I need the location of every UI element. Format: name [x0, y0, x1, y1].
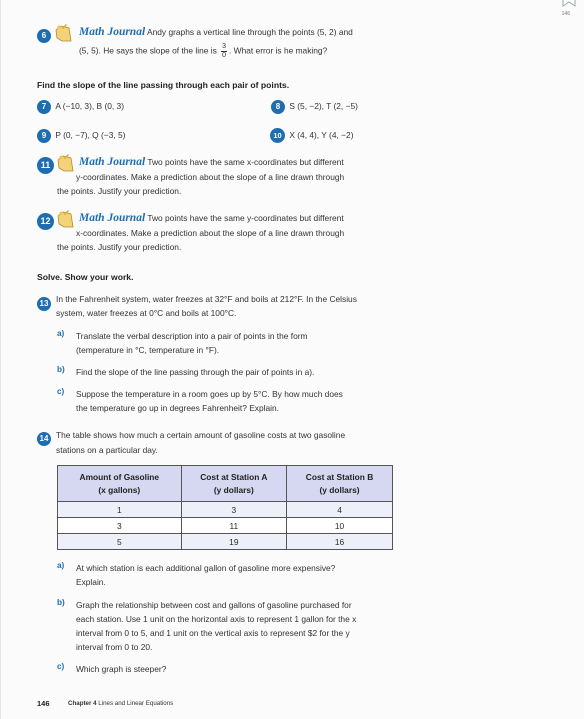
chapter-footer [68, 700, 173, 707]
problem-9 [37, 128, 125, 143]
problem-13-line2: system, water freezes at 0°C and boils at 100°C. [56, 308, 237, 318]
problem-13a-line2: (temperature in °C, temperature in °F). [76, 345, 220, 355]
problem-14b-line1: Graph the relationship between cost and gallons of gasoline purchased for [76, 600, 352, 610]
problem-7 [37, 99, 124, 114]
table-header-station-b [287, 466, 393, 502]
gasoline-cost-table [57, 465, 393, 550]
bookmark-corner-icon[interactable] [562, 0, 576, 7]
problem-14 [37, 428, 51, 446]
problem-13c-line1: Suppose the temperature in a room goes up by 5°C. By how much does [76, 389, 343, 399]
problem-number-badge: 8 [271, 100, 285, 114]
problem-12-line3: the points. Justify your prediction. [57, 242, 182, 252]
math-journal-label: Math Journal [79, 156, 146, 168]
header-line: Cost at Station A [200, 471, 268, 482]
problem-13a-line1: Translate the verbal description into a pair of points in the form [76, 331, 308, 341]
header-line: Cost at Station B [305, 471, 374, 482]
problem-number-badge: 14 [37, 432, 51, 446]
problem-14b-line4: interval from 0 to 20. [76, 642, 153, 652]
page-number-top: 146 [561, 11, 570, 17]
section-title-slope: Find the slope of the line passing through each pair of points. [37, 80, 290, 90]
problem-10-text: X (4, 4), Y (4, −2) [289, 130, 354, 140]
problem-11-line1 [79, 155, 344, 169]
page-number: 146 [37, 699, 50, 708]
chapter-title: Lines and Linear Equations [98, 700, 174, 707]
problem-11-line3: the points. Justify your prediction. [57, 186, 182, 196]
problem-number-badge: 9 [37, 129, 51, 143]
table-header-station-a [181, 466, 286, 502]
problem-6 [37, 25, 51, 43]
problem-12 [37, 211, 54, 230]
problem-number-badge: 11 [37, 157, 54, 174]
problem-14b-line3: interval from 0 to 5, and 1 unit on the vertical axis to represent $2 for the y [76, 628, 350, 638]
problem-number-badge: 10 [270, 128, 285, 143]
table-row [58, 502, 393, 518]
problem-13b-line1: Find the slope of the line passing through the pair of points in a). [76, 367, 315, 377]
problem-14c-line1: Which graph is steeper? [76, 664, 167, 674]
table-cell: 11 [181, 518, 286, 534]
fraction-denominator: 0 [222, 52, 227, 59]
math-journal-label: Math Journal [79, 212, 146, 224]
problem-number-badge: 12 [37, 213, 54, 230]
fraction-numerator: 3 [222, 43, 227, 50]
problem-number-badge: 7 [37, 100, 51, 114]
problem-13 [37, 293, 51, 311]
journal-icon [55, 208, 77, 230]
header-line: (y dollars) [319, 484, 360, 495]
part-letter: c) [57, 662, 65, 671]
part-letter: a) [57, 561, 65, 570]
table-cell: 5 [58, 534, 182, 550]
problem-14-line2: stations on a particular day. [56, 445, 158, 455]
problem-6-line1 [79, 25, 353, 39]
problem-14-line1: The table shows how much a certain amount of gasoline costs at two gasoline [56, 430, 346, 440]
problem-7-text: A (−10, 3), B (0, 3) [55, 101, 124, 111]
problem-11 [37, 155, 54, 174]
table-cell: 4 [287, 502, 393, 518]
part-letter: b) [57, 365, 65, 374]
part-letter: a) [57, 329, 65, 338]
table-row [58, 518, 393, 534]
part-letter: b) [57, 598, 65, 607]
problem-6-line2 [79, 43, 327, 60]
table-header-gallons [58, 466, 182, 502]
journal-icon [55, 152, 77, 174]
problem-6-text: Andy graphs a vertical line through the points (5, 2) and [147, 27, 353, 37]
table-cell: 16 [287, 534, 393, 550]
table-cell: 10 [287, 518, 393, 534]
table-row [58, 534, 393, 550]
problem-6-text-2: (5, 5). He says the slope of the line is [79, 45, 217, 56]
problem-11-line2: y-coordinates. Make a prediction about the slope of a line drawn through [76, 172, 345, 182]
problem-14b-line2: each station. Use 1 unit on the horizontal axis to represent 1 gallon for the x [76, 614, 357, 624]
chapter-label: Chapter 4 [68, 700, 97, 707]
problem-8-text: S (5, −2), T (2, −5) [289, 101, 358, 111]
problem-8 [271, 99, 358, 114]
header-line: (x gallons) [98, 484, 141, 495]
problem-10 [270, 128, 354, 143]
problem-12-line2: x-coordinates. Make a prediction about the slope of a line drawn through [76, 228, 345, 238]
table-cell: 3 [181, 502, 286, 518]
problem-14a-line1: At which station is each additional gallon of gasoline more expensive? [76, 563, 336, 573]
problem-number-badge: 13 [37, 297, 51, 311]
table-cell: 19 [181, 534, 286, 550]
problem-14a-line2: Explain. [76, 577, 106, 587]
slope-fraction [221, 43, 227, 60]
problem-12-text: Two points have the same y-coordinates but different [147, 213, 344, 223]
table-header-row [58, 466, 393, 502]
section-title-solve: Solve. Show your work. [37, 272, 134, 282]
journal-icon [53, 22, 75, 44]
problem-13c-line2: the temperature go up in degrees Fahrenheit? Explain. [76, 403, 279, 413]
problem-6-text-3: . What error is he making? [229, 45, 328, 56]
header-line: Amount of Gasoline [79, 471, 160, 482]
problem-12-line1 [79, 211, 344, 225]
problem-13-line1: In the Fahrenheit system, water freezes at 32°F and boils at 212°F. In the Celsius [56, 294, 357, 304]
part-letter: c) [57, 387, 65, 396]
table-cell: 3 [58, 518, 182, 534]
header-line: (y dollars) [213, 484, 254, 495]
problem-11-text: Two points have the same x-coordinates but different [147, 157, 344, 167]
problem-number-badge: 6 [37, 29, 51, 43]
math-journal-label: Math Journal [79, 26, 146, 38]
problem-9-text: P (0, −7), Q (−3, 5) [55, 130, 126, 140]
table-cell: 1 [58, 502, 182, 518]
